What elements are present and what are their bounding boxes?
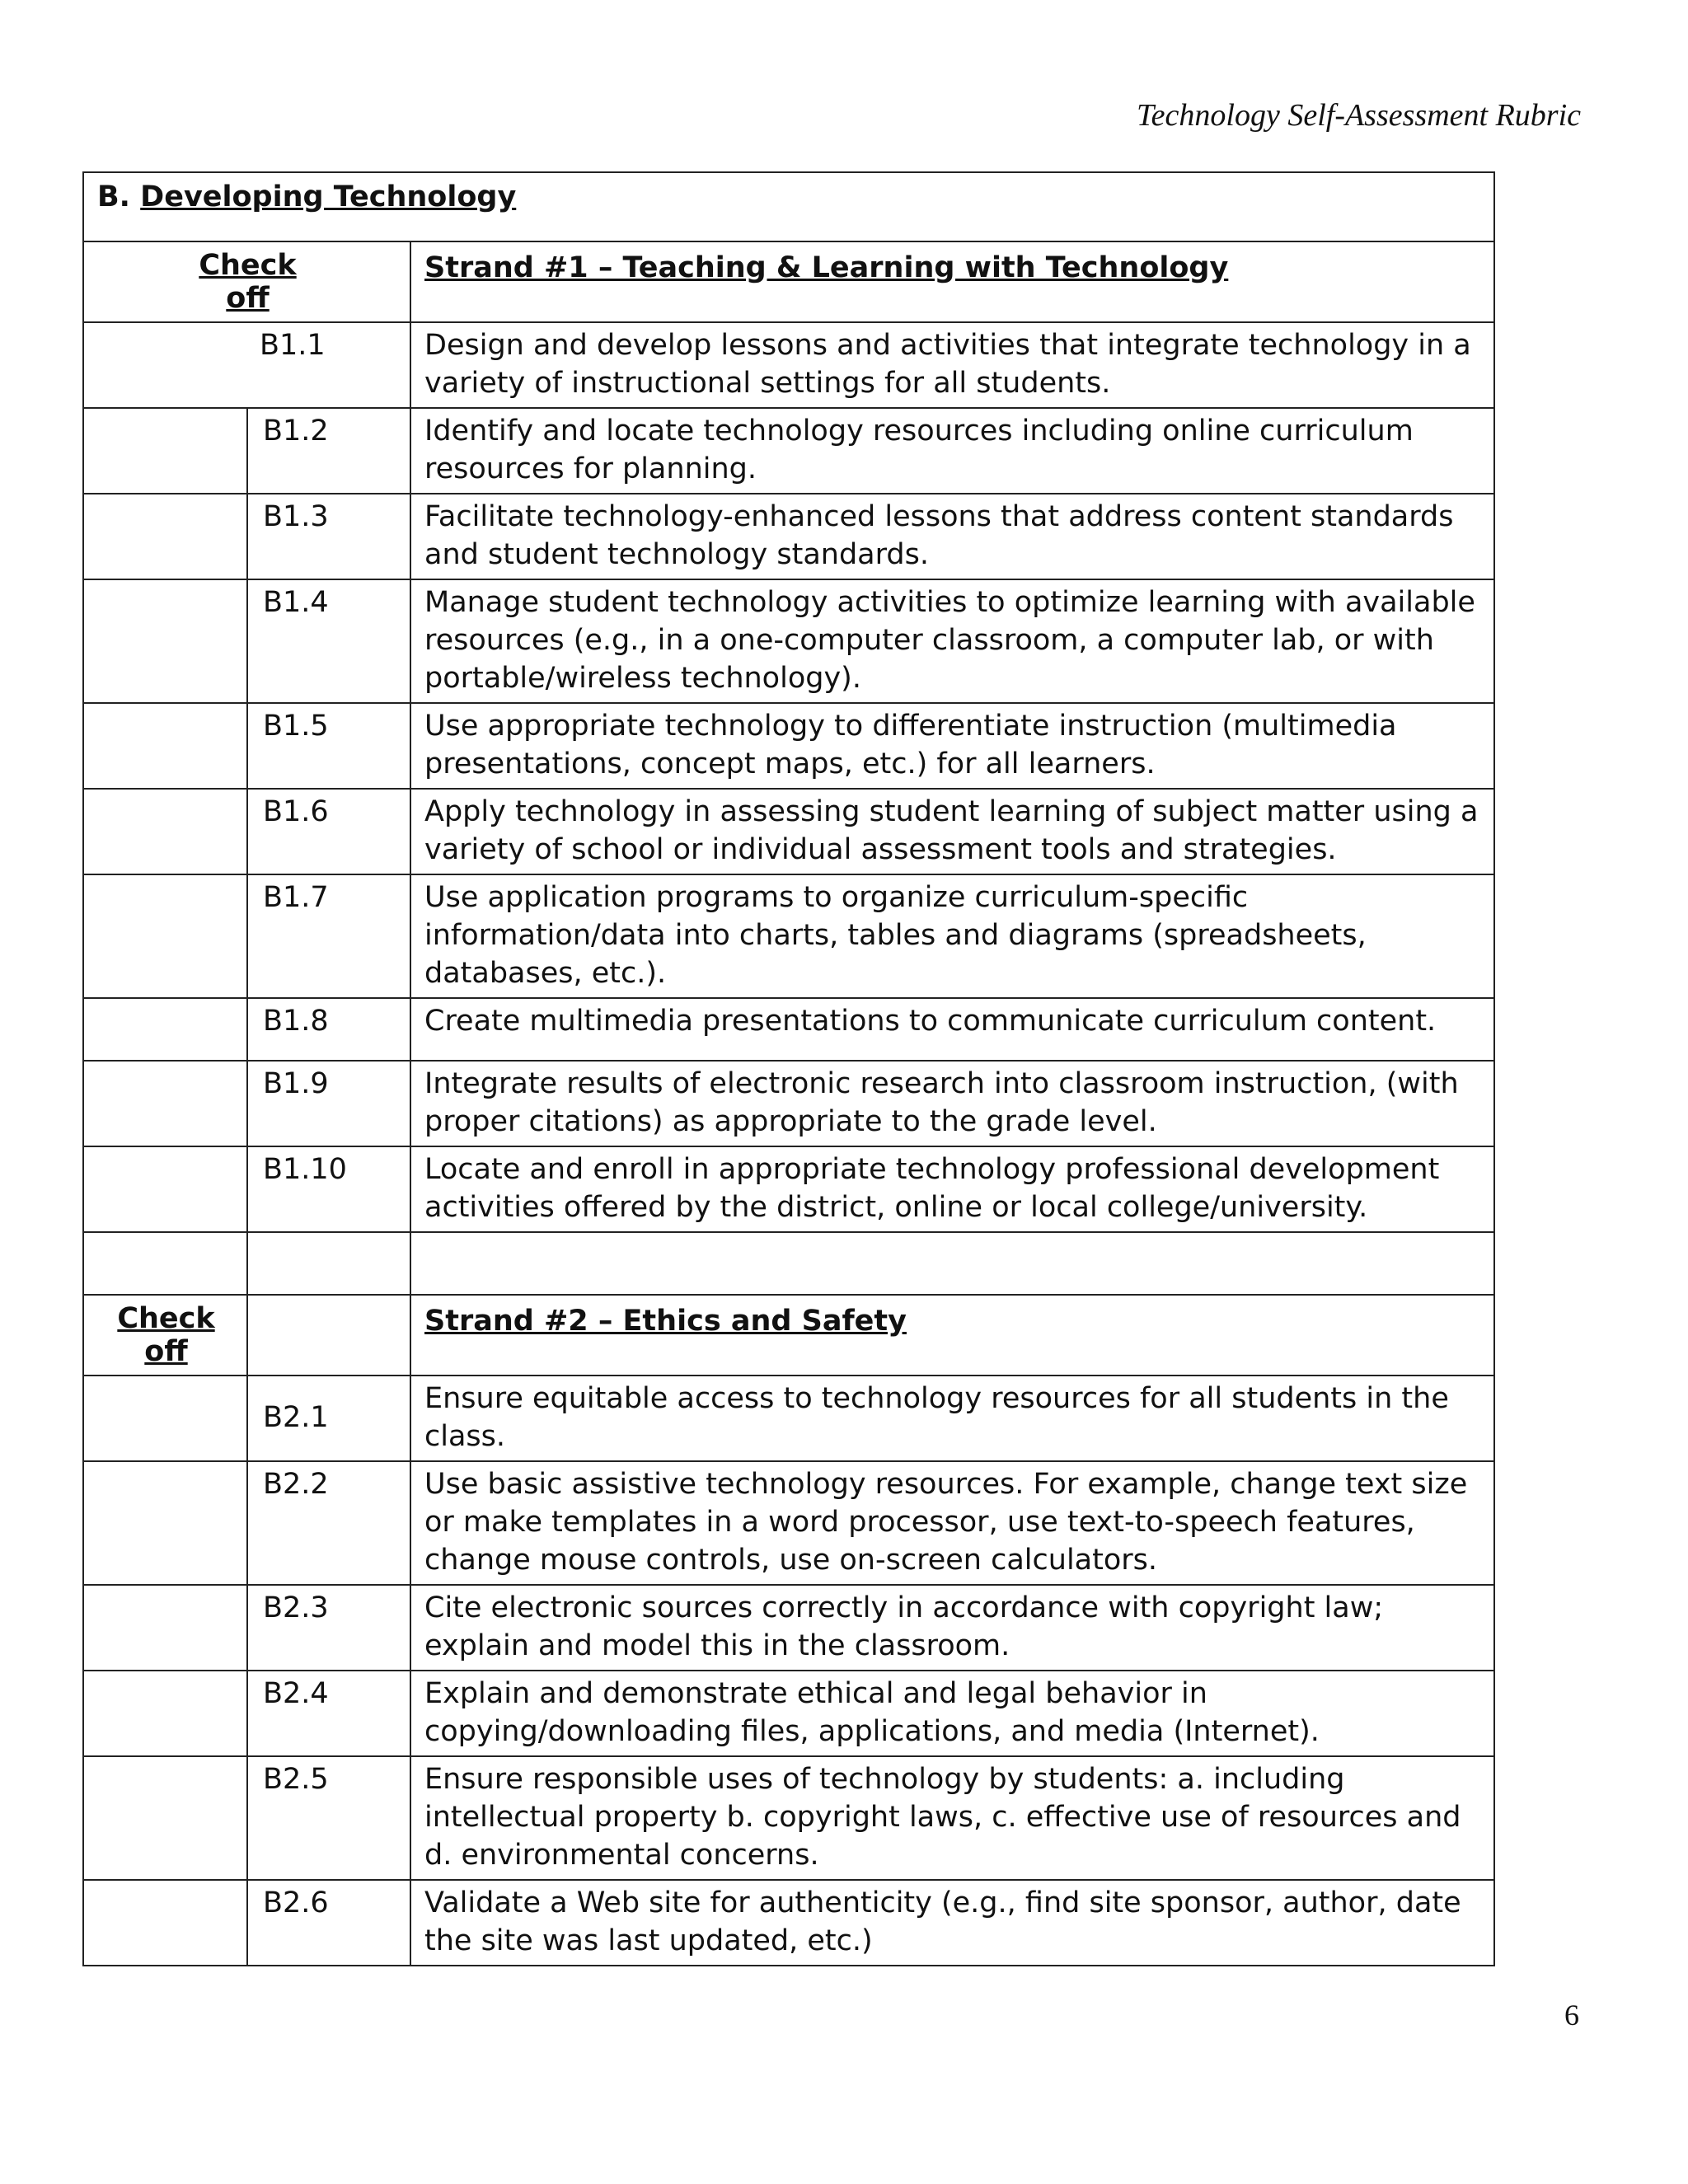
- check-off-cell[interactable]: [83, 579, 247, 703]
- table-row: [83, 874, 1494, 998]
- table-row: [83, 408, 1494, 494]
- check-off-cell[interactable]: [83, 1671, 247, 1756]
- item-text: Identify and locate technology resources including online curriculum resources for planning.: [410, 408, 1494, 494]
- table-row: [83, 703, 1494, 789]
- check-off-cell[interactable]: [83, 1061, 247, 1146]
- table-row: [83, 1585, 1494, 1671]
- check-off-label-line1: Check: [117, 1302, 215, 1335]
- check-off-cell[interactable]: [83, 1146, 247, 1232]
- item-code: B1.4: [247, 579, 410, 703]
- item-code: B1.3: [247, 494, 410, 579]
- item-code: B1.7: [247, 874, 410, 998]
- item-code: B2.4: [247, 1671, 410, 1756]
- check-off-label-line2: off: [226, 282, 270, 315]
- check-off-header: [83, 1295, 247, 1376]
- check-off-cell[interactable]: [83, 1461, 247, 1585]
- check-off-cell[interactable]: [83, 1585, 247, 1671]
- item-text: Explain and demonstrate ethical and legal behavior in copying/downloading files, applications, and media (Internet).: [410, 1671, 1494, 1756]
- strand-title: Strand #2 – Ethics and Safety: [410, 1295, 1494, 1376]
- section-header-row: [83, 172, 1494, 241]
- section-title: Developing Technology: [140, 180, 517, 213]
- rubric-table: [82, 171, 1495, 1966]
- item-code: B2.1: [247, 1376, 410, 1461]
- item-text: Apply technology in assessing student learning of subject matter using a variety of school or individual assessment tools and strategies.: [410, 789, 1494, 874]
- item-text: Facilitate technology-enhanced lessons that address content standards and student technology standards.: [410, 494, 1494, 579]
- item-code: B2.6: [247, 1880, 410, 1966]
- item-text: Use appropriate technology to differentiate instruction (multimedia presentations, concept maps, etc.) for all learners.: [410, 703, 1494, 789]
- item-text: Cite electronic sources correctly in accordance with copyright law; explain and model this in the classroom.: [410, 1585, 1494, 1671]
- item-text: Locate and enroll in appropriate technology professional development activities offered by the district, online or local college/university.: [410, 1146, 1494, 1232]
- item-code: B1.10: [247, 1146, 410, 1232]
- table-row: [83, 998, 1494, 1061]
- check-off-cell[interactable]: [83, 1376, 247, 1461]
- item-text: Create multimedia presentations to communicate curriculum content.: [410, 998, 1494, 1061]
- item-text: Use basic assistive technology resources. For example, change text size or make templates in a word processor, use text-to-speech features, change mouse controls, use on-screen calculators.: [410, 1461, 1494, 1585]
- check-off-cell[interactable]: [83, 494, 247, 579]
- item-text: Ensure equitable access to technology resources for all students in the class.: [410, 1376, 1494, 1461]
- table-row: [83, 322, 1494, 408]
- strand-title: Strand #1 – Teaching & Learning with Technology: [410, 241, 1494, 322]
- table-row: [83, 1671, 1494, 1756]
- item-code: B1.2: [247, 408, 410, 494]
- check-off-label-line2: off: [144, 1335, 188, 1368]
- item-text: Ensure responsible uses of technology by students: a. including intellectual property b. copyright laws, c. effective use of resources and d. environmental concerns.: [410, 1756, 1494, 1880]
- table-row: [83, 494, 1494, 579]
- table-row: [83, 1880, 1494, 1966]
- empty-cell: [83, 1232, 247, 1295]
- item-text: Validate a Web site for authenticity (e.g., find site sponsor, author, date the site was last updated, etc.): [410, 1880, 1494, 1966]
- item-text: Integrate results of electronic research into classroom instruction, (with proper citations) as appropriate to the grade level.: [410, 1061, 1494, 1146]
- item-text: Design and develop lessons and activities that integrate technology in a variety of instructional settings for all students.: [410, 322, 1494, 408]
- check-off-cell[interactable]: [83, 998, 247, 1061]
- table-row: [83, 579, 1494, 703]
- section-letter: B.: [97, 180, 130, 213]
- strand-header-row: [83, 1295, 1494, 1376]
- table-row: [83, 1146, 1494, 1232]
- blank-row: [83, 1232, 1494, 1295]
- item-code: B1.8: [247, 998, 410, 1061]
- table-row: [83, 1061, 1494, 1146]
- check-off-cell[interactable]: [83, 874, 247, 998]
- table-row: [83, 789, 1494, 874]
- check-off-cell[interactable]: [83, 789, 247, 874]
- strand-header-row: [83, 241, 1494, 322]
- empty-cell: [247, 1232, 410, 1295]
- item-code: B1.1: [83, 322, 410, 408]
- item-text: Use application programs to organize curriculum-specific information/data into charts, tables and diagrams (spreadsheets, databases, etc.).: [410, 874, 1494, 998]
- check-off-cell[interactable]: [83, 1880, 247, 1966]
- item-text: Manage student technology activities to optimize learning with available resources (e.g., in a one-computer classroom, a computer lab, or with portable/wireless technology).: [410, 579, 1494, 703]
- page-number: 6: [1564, 1999, 1579, 2032]
- table-row: [83, 1461, 1494, 1585]
- check-off-cell[interactable]: [83, 1756, 247, 1880]
- item-code: B1.9: [247, 1061, 410, 1146]
- table-row: [83, 1756, 1494, 1880]
- item-code: B2.3: [247, 1585, 410, 1671]
- empty-cell: [410, 1232, 1494, 1295]
- item-code: B2.5: [247, 1756, 410, 1880]
- item-code: B1.6: [247, 789, 410, 874]
- check-off-header: [83, 241, 410, 322]
- running-header-title: Technology Self-Assessment Rubric: [1137, 98, 1581, 133]
- item-code: B2.2: [247, 1461, 410, 1585]
- check-off-label-line1: Check: [199, 249, 297, 282]
- empty-cell: [247, 1295, 410, 1376]
- item-code: B1.5: [247, 703, 410, 789]
- check-off-cell[interactable]: [83, 408, 247, 494]
- table-row: [83, 1376, 1494, 1461]
- check-off-cell[interactable]: [83, 703, 247, 789]
- section-header-cell: [83, 172, 1494, 241]
